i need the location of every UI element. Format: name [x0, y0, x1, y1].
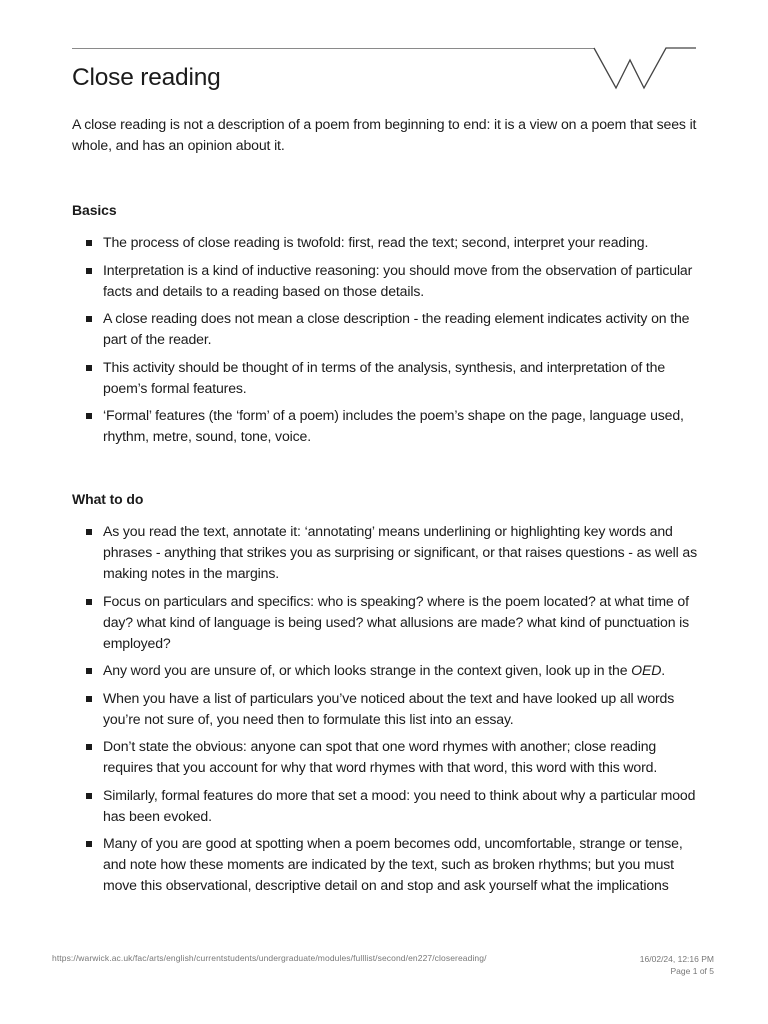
list-item	[72, 591, 698, 654]
list-item-text: Don’t state the obvious: anyone can spot that one word rhymes with another; close reading requires that you account for why that word rhymes with that word, this word with this word.	[103, 738, 658, 775]
intro-paragraph: A close reading is not a description of a poem from beginning to end: it is a view on a poem that sees it whole, and has an opinion about it.	[72, 116, 697, 153]
bullet-square-icon	[86, 599, 92, 605]
bullet-square-icon	[86, 316, 92, 322]
list-item	[72, 308, 698, 350]
bullet-square-icon	[86, 413, 92, 419]
list-item-text: ‘Formal’ features (the ‘form’ of a poem) includes the poem’s shape on the page, language used, rhythm, metre, sound, tone, voice.	[103, 407, 684, 444]
footer-meta	[640, 953, 714, 977]
bullet-square-icon	[86, 268, 92, 274]
list-item	[72, 833, 698, 896]
warwick-w-logo-icon	[588, 46, 696, 92]
list-item	[72, 785, 698, 827]
list-item-text: Any word you are unsure of, or which looks strange in the context given, look up in the OED.	[103, 662, 666, 678]
list-item	[72, 357, 698, 399]
page-title: Close reading	[72, 64, 221, 91]
bullet-square-icon	[86, 240, 92, 246]
list-item-text: As you read the text, annotate it: ‘annotating’ means underlining or highlighting key words and phrases - anything that strikes you as surprising or significant, or that raises questions - as well as making notes in the margins.	[103, 523, 697, 581]
basics-list	[72, 232, 698, 447]
footer-datetime: 16/02/24, 12:16 PM	[639, 954, 714, 964]
footer-page-number: Page 1 of 5	[670, 966, 714, 976]
bullet-square-icon	[86, 841, 92, 847]
footer-url: https://warwick.ac.uk/fac/arts/english/currentstudents/undergraduate/modules/fulllist/second/en227/closereading/	[52, 953, 487, 963]
list-item-text: Focus on particulars and specifics: who is speaking? where is the poem located? at what time of day? what kind of language is being used? what allusions are made? what kind of punctuation is employed?	[103, 592, 690, 651]
bullet-square-icon	[86, 365, 92, 371]
list-item-text: This activity should be thought of in terms of the analysis, synthesis, and interpretation of the poem’s formal features.	[103, 358, 666, 396]
list-item	[72, 260, 698, 302]
list-item-text: Interpretation is a kind of inductive reasoning: you should move from the observation of particular facts and details to a reading based on those details.	[103, 261, 693, 299]
list-item-text: Many of you are good at spotting when a poem becomes odd, uncomfortable, strange or tense, and note how these moments are indicated by the text, such as broken rhythms; but you must move this observational, descriptive detail on and stop and ask yourself what the implications	[103, 835, 683, 893]
section-heading-basics: Basics	[72, 202, 117, 218]
bullet-square-icon	[86, 793, 92, 799]
header-rule	[72, 48, 594, 49]
list-item-text: The process of close reading is twofold: first, read the text; second, interpret your reading.	[103, 234, 649, 250]
list-item	[72, 660, 698, 681]
list-item	[72, 405, 698, 447]
list-item-text: A close reading does not mean a close description - the reading element indicates activity on the part of the reader.	[103, 310, 690, 347]
bullet-square-icon	[86, 744, 92, 750]
list-item	[72, 521, 698, 584]
list-item	[72, 688, 698, 730]
what-to-do-list	[72, 521, 698, 896]
list-item-text: When you have a list of particulars you’ve noticed about the text and have looked up all words you’re not sure of, you need then to formulate this list into an essay.	[103, 689, 675, 727]
section-heading-what-to-do: What to do	[72, 491, 144, 507]
list-item	[72, 232, 698, 253]
bullet-square-icon	[86, 696, 92, 702]
bullet-square-icon	[86, 668, 92, 674]
bullet-square-icon	[86, 529, 92, 535]
main-content	[72, 114, 698, 903]
list-item	[72, 736, 698, 778]
list-item-text: Similarly, formal features do more that set a mood: you need to think about why a particular mood has been evoked.	[103, 786, 696, 824]
